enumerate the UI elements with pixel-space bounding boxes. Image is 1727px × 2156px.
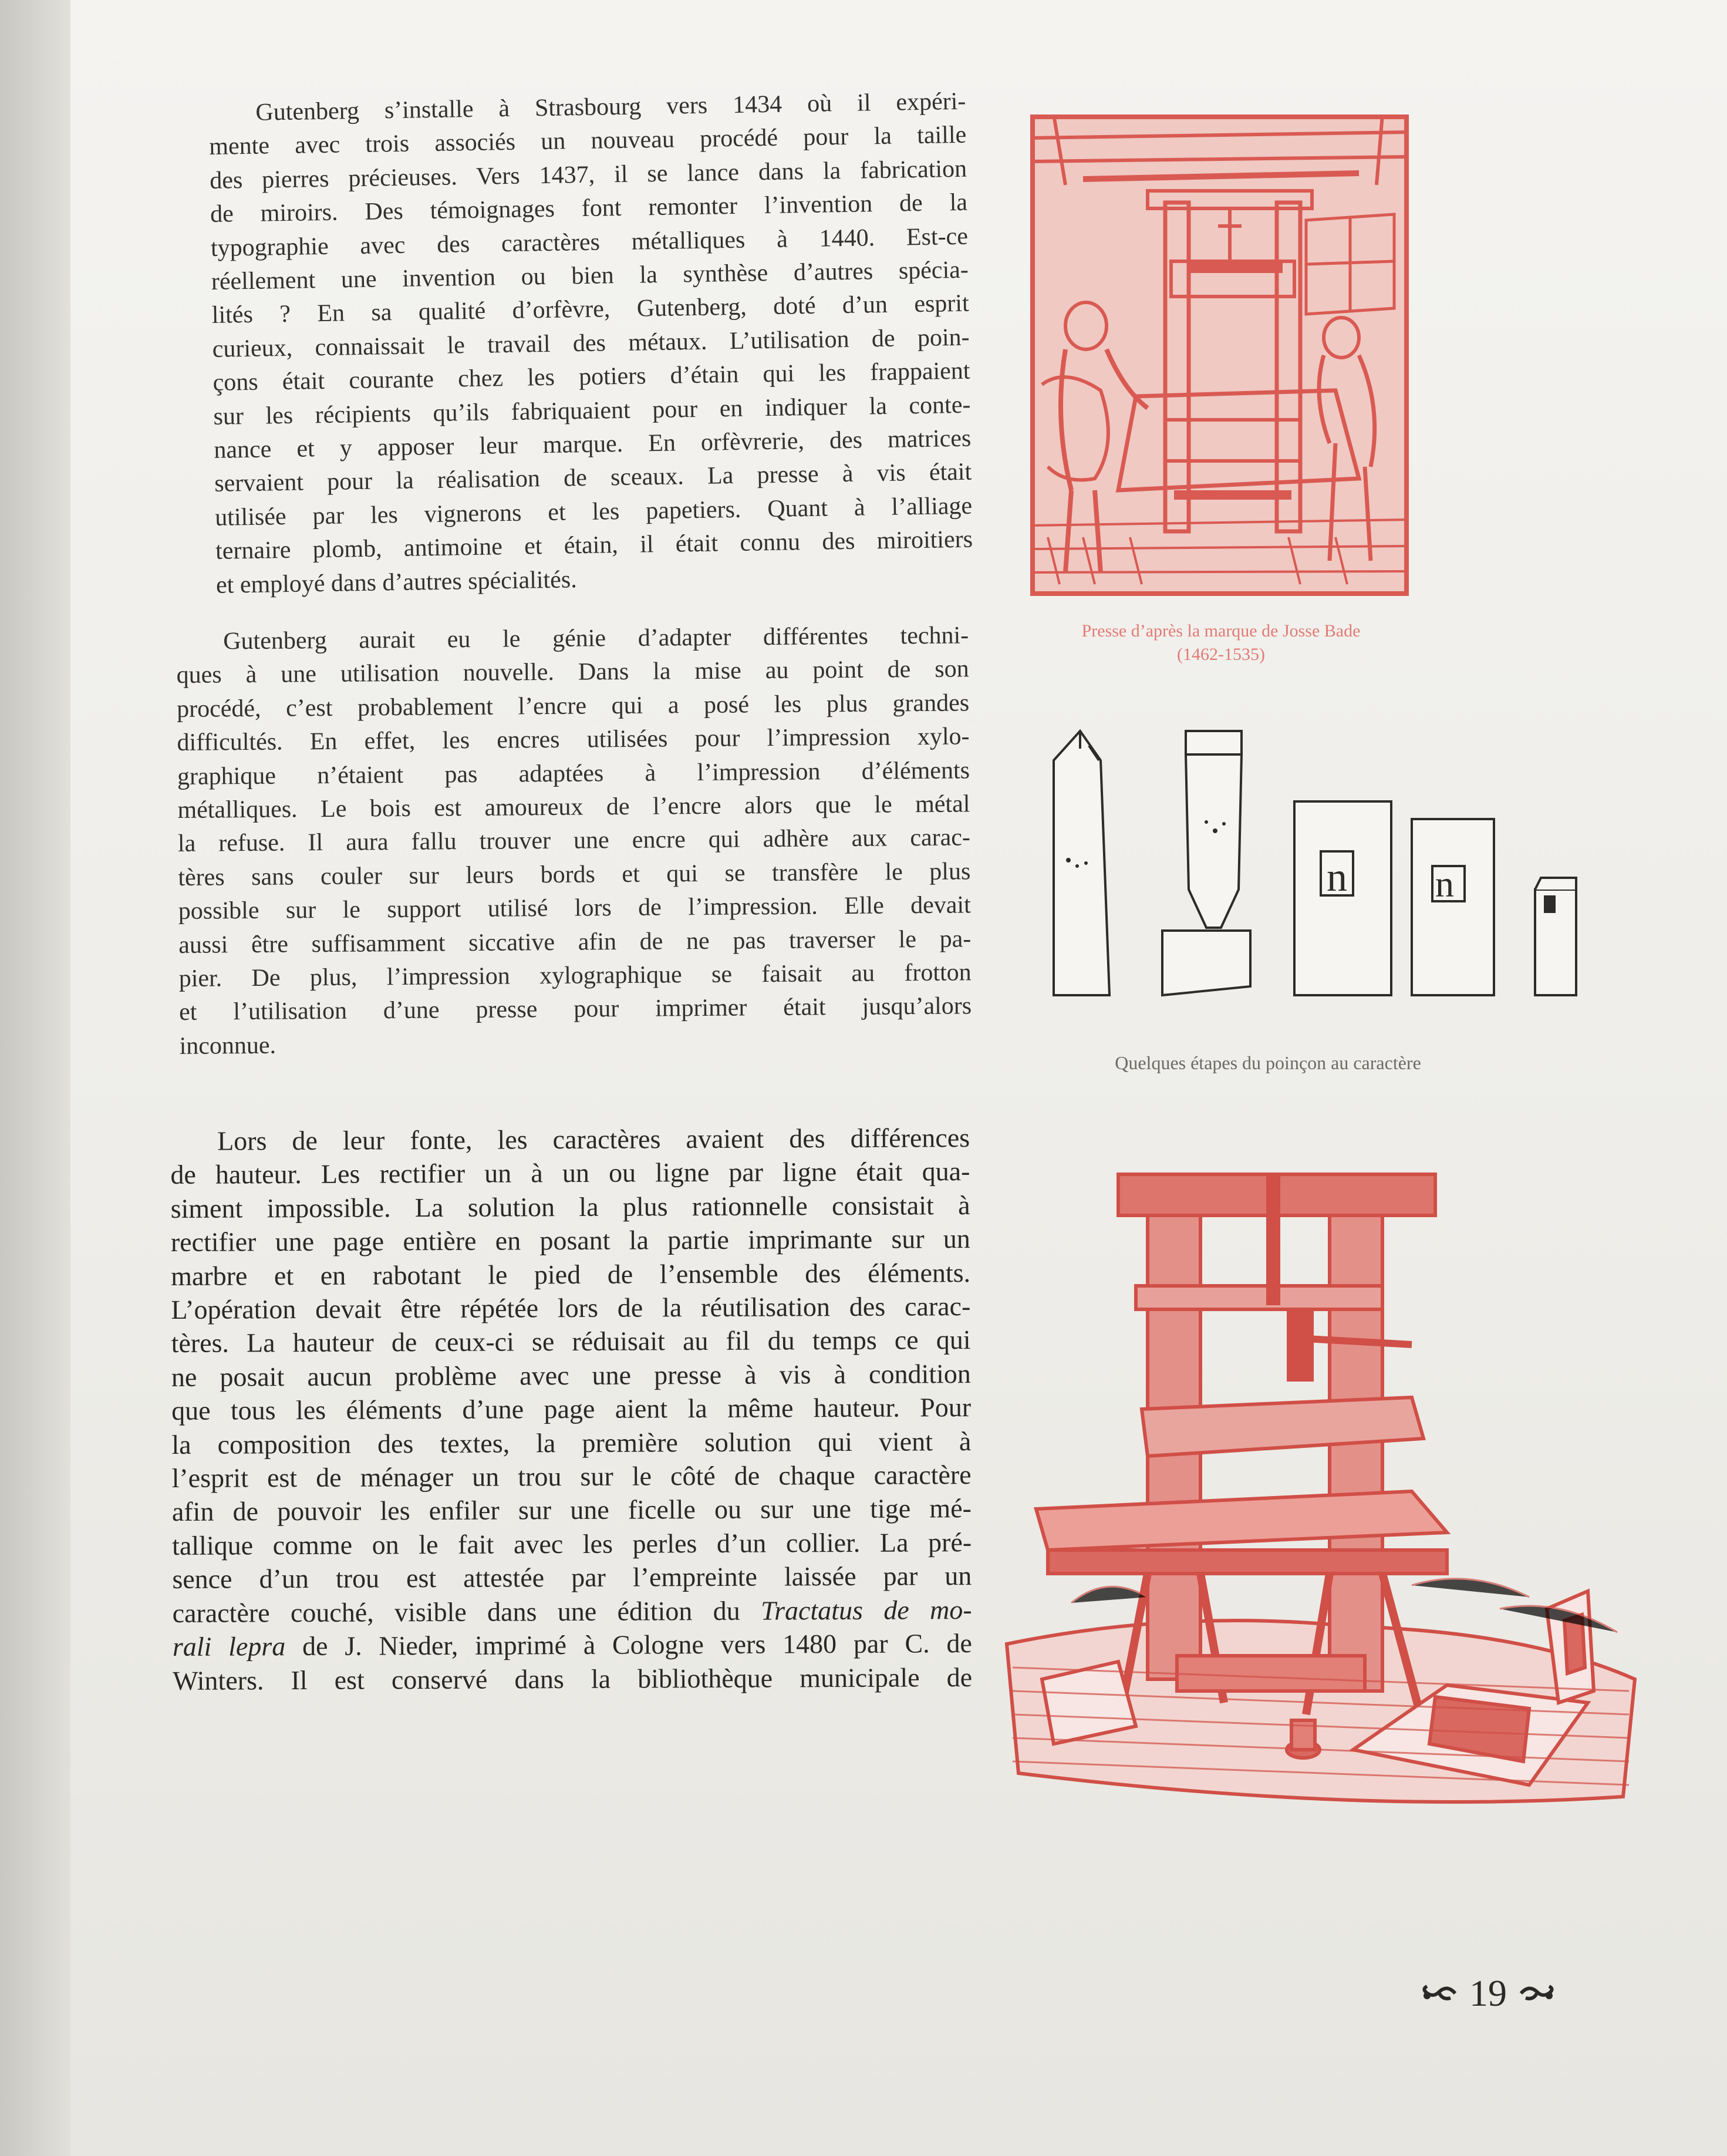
text-line: siment impossible. La solution la plus rationnelle consistait à — [170, 1190, 970, 1224]
text-line: sence d’un trou est attestée par l’empreinte laissée par un — [172, 1561, 972, 1595]
book-title-italic: rali lepra — [172, 1631, 286, 1662]
text-line: et employé dans d’autres spécialités. — [215, 565, 577, 599]
text-line: réellement une invention ou bien la synthèse d’autres spécia- — [211, 256, 969, 295]
text-line: Gutenberg aurait eu le génie d’adapter différentes techni- — [223, 622, 969, 655]
text-line: de hauteur. Les rectifier un à un ou ligne par ligne était qua- — [170, 1156, 970, 1190]
text-line: Lors de leur fonte, les caractères avaient des différences — [217, 1123, 970, 1156]
book-title-italic: Tractatus de mo- — [760, 1594, 972, 1626]
text-run: de J. Nieder, imprimé à Cologne vers 1480 par C. de — [285, 1628, 972, 1662]
text-line: la refuse. Il aura fallu trouver une encre qui adhère aux carac- — [177, 824, 971, 858]
text-line: de miroirs. Des témoignages font remonter l’invention de la — [210, 188, 968, 228]
text-line: procédé, c’est probablement l’encre qui a posé les plus grandes — [176, 689, 970, 723]
text-line: inconnue. — [179, 1032, 276, 1060]
text-line: rectifier une page entière en posant la partie imprimante sur un — [170, 1224, 970, 1258]
text-line: des pierres précieuses. Vers 1437, il se lance dans la fabrication — [209, 155, 967, 194]
text-line: Winters. Il est conservé dans la bibliothèque municipale de — [173, 1662, 973, 1696]
text-line: que tous les éléments d’une page aient la même hauteur. Pour — [171, 1392, 972, 1426]
paragraph-1 — [208, 85, 973, 602]
text-line: tères. La hauteur de ceux-ci se réduisait au fil du temps ce qui — [171, 1325, 971, 1359]
caption-line: Presse d’après la marque de Josse Bade — [1081, 621, 1361, 641]
punch-caption: Quelques étapes du poinçon au caractère — [1115, 1052, 1421, 1073]
text-line: çons était courante chez les potiers d’étain qui les frappaient — [212, 357, 970, 397]
text-line: pier. De plus, l’impression xylographique se faisait au frotton — [178, 959, 972, 993]
text-line: L’opération devait être répétée lors de la réutilisation des carac- — [171, 1291, 971, 1325]
text-line: difficultés. En effet, les encres utilisées pour l’impression xylo- — [177, 723, 970, 757]
punch-to-type-stages-illustration — [1045, 719, 1597, 1004]
caption-line: (1462-1535) — [1177, 645, 1265, 664]
text-line: typographie avec des caractères métalliques à 1440. Est-ce — [210, 223, 969, 262]
text-line — [173, 1593, 972, 1630]
text-line: aussi être suffisamment siccative afin de ne pas traverser le pa- — [178, 925, 972, 959]
text-line: lités ? En sa qualité d’orfèvre, Gutenberg, doté d’un esprit — [211, 290, 970, 329]
text-line — [173, 1626, 972, 1663]
text-line: et l’utilisation d’une presse pour imprimer était jusqu’alors — [178, 992, 972, 1026]
text-line: mente avec trois associés un nouveau procédé pour la taille — [208, 122, 967, 161]
text-line: marbre et en rabotant le pied de l’ensemble des éléments. — [171, 1257, 971, 1291]
woodcut-print-shop-illustration — [1030, 114, 1409, 596]
text-line: curieux, connaissait le travail des métaux. L’utilisation de poin- — [212, 324, 970, 363]
page-number-group — [1400, 1970, 1576, 2017]
text-line: graphique n’étaient pas adaptées à l’impression d’éléments — [177, 757, 970, 790]
text-line: ne posait aucun problème avec une presse à vis à condition — [171, 1358, 971, 1392]
text-line: utilisée par les vignerons et les papetiers. Quant à l’alliage — [214, 492, 973, 531]
text-run: caractère couché, visible dans une édition du — [172, 1595, 761, 1628]
text-line: sur les récipients qu’ils fabriquaient pour en indiquer la conte- — [213, 391, 971, 430]
text-line: tallique comme on le fait avec les perles d’un collier. La pré- — [172, 1527, 972, 1561]
printing-press-engraving — [1001, 1163, 1641, 1820]
text-line: ternaire plomb, antimoine et étain, il était connu des miroitiers — [215, 525, 973, 565]
text-line: nance et y apposer leur marque. En orfèvrerie, des matrices — [214, 425, 972, 464]
paragraph-2 — [176, 619, 972, 1063]
page-number: 19 — [1469, 1972, 1507, 2014]
letter-n-on-mould: n — [1435, 863, 1454, 905]
text-line: possible sur le support utilisé lors de l’impression. Elle devait — [178, 891, 971, 925]
text-line: la composition des textes, la première solution qui vient à — [171, 1426, 972, 1460]
text-line: métalliques. Le bois est amoureux de l’encre alors que le métal — [177, 790, 970, 824]
text-line: Gutenberg s’installe à Strasbourg vers 1434 où il expéri- — [255, 87, 966, 126]
paragraph-3 — [170, 1121, 972, 1697]
text-line: ques à une utilisation nouvelle. Dans la mise au point de son — [176, 655, 969, 689]
text-line: servaient pour la réalisation de sceaux. La presse à vis était — [214, 459, 972, 498]
text-line: l’esprit est de ménager un trou sur le côté de chaque caractère — [171, 1460, 972, 1494]
woodcut-caption — [998, 619, 1444, 666]
letter-n-on-matrix: n — [1327, 855, 1347, 900]
fleuron-right-icon — [1519, 1982, 1555, 2005]
text-line: tères sans couler sur leurs bords et qui se transfère le plus — [178, 858, 971, 891]
fleuron-left-icon — [1421, 1982, 1458, 2005]
text-line: afin de pouvoir les enfiler sur une ficelle ou sur une tige mé- — [171, 1493, 972, 1527]
